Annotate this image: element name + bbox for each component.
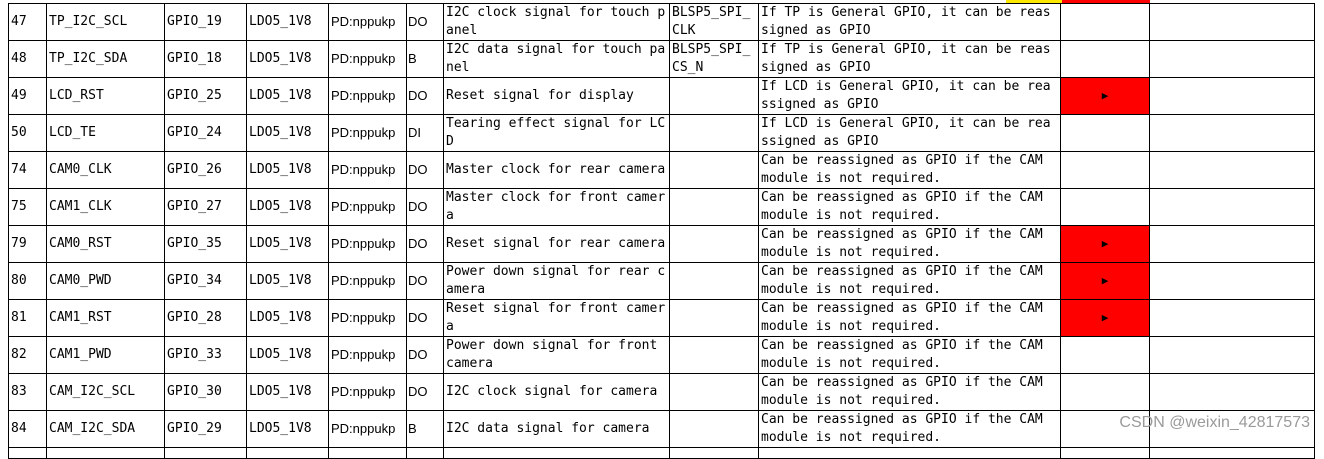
blsp-function-cell[interactable] xyxy=(670,300,759,337)
power-domain-cell[interactable]: LDO5_1V8 xyxy=(247,41,329,78)
pull-config-cell[interactable]: PD:nppukp xyxy=(329,337,407,374)
empty-cell[interactable] xyxy=(1061,448,1150,459)
pull-config-cell[interactable]: PD:nppukp xyxy=(329,374,407,411)
signal-name-cell[interactable]: CAM1_CLK xyxy=(47,189,165,226)
empty-cell[interactable] xyxy=(329,448,407,459)
note-cell[interactable]: Can be reassigned as GPIO if the CAM module is not required. xyxy=(759,411,1061,448)
power-domain-cell[interactable]: LDO5_1V8 xyxy=(247,189,329,226)
pull-config-cell[interactable]: PD:nppukp xyxy=(329,152,407,189)
blsp-function-cell[interactable] xyxy=(670,337,759,374)
pin-cell[interactable]: 50 xyxy=(9,115,47,152)
table-row xyxy=(9,263,1315,300)
note-cell[interactable]: Can be reassigned as GPIO if the CAM module is not required. xyxy=(759,337,1061,374)
gpio-cell[interactable]: GPIO_19 xyxy=(165,4,247,41)
pin-cell[interactable]: 80 xyxy=(9,263,47,300)
play-arrow-icon: ▶ xyxy=(1101,237,1109,250)
power-domain-cell[interactable]: LDO5_1V8 xyxy=(247,152,329,189)
empty-cell[interactable] xyxy=(1150,263,1315,300)
blsp-function-cell[interactable] xyxy=(670,189,759,226)
pull-config-cell[interactable]: PD:nppukp xyxy=(329,78,407,115)
description-cell[interactable]: I2C clock signal for touch panel xyxy=(444,4,670,41)
description-cell[interactable]: Reset signal for rear camera xyxy=(444,226,670,263)
description-cell[interactable]: Master clock for rear camera xyxy=(444,152,670,189)
pin-cell[interactable]: 79 xyxy=(9,226,47,263)
table-row xyxy=(9,4,1315,41)
blsp-function-cell[interactable] xyxy=(670,115,759,152)
gpio-cell[interactable]: GPIO_34 xyxy=(165,263,247,300)
note-cell[interactable]: Can be reassigned as GPIO if the CAM module is not required. xyxy=(759,226,1061,263)
description-cell[interactable]: Reset signal for front camera xyxy=(444,300,670,337)
pull-config-cell[interactable]: PD:nppukp xyxy=(329,189,407,226)
table-row xyxy=(9,374,1315,411)
gpio-cell[interactable]: GPIO_25 xyxy=(165,78,247,115)
gpio-cell[interactable]: GPIO_26 xyxy=(165,152,247,189)
pull-config-cell[interactable]: PD:nppukp xyxy=(329,226,407,263)
empty-cell[interactable] xyxy=(1150,226,1315,263)
direction-cell[interactable]: DO xyxy=(407,78,444,115)
description-cell[interactable]: Tearing effect signal for LCD xyxy=(444,115,670,152)
description-cell[interactable]: Master clock for front camera xyxy=(444,189,670,226)
direction-cell[interactable]: DO xyxy=(407,263,444,300)
signal-name-cell[interactable]: CAM0_RST xyxy=(47,226,165,263)
description-cell[interactable]: I2C clock signal for camera xyxy=(444,374,670,411)
power-domain-cell[interactable]: LDO5_1V8 xyxy=(247,115,329,152)
pin-cell[interactable]: 82 xyxy=(9,337,47,374)
flag-cell[interactable] xyxy=(1061,300,1150,337)
empty-cell[interactable] xyxy=(47,448,165,459)
gpio-cell[interactable]: GPIO_28 xyxy=(165,300,247,337)
watermark: CSDN @weixin_42817573 xyxy=(1119,414,1310,431)
gpio-cell[interactable]: GPIO_29 xyxy=(165,411,247,448)
pull-config-cell[interactable]: PD:nppukp xyxy=(329,41,407,78)
pin-cell[interactable]: 81 xyxy=(9,300,47,337)
pin-cell[interactable]: 47 xyxy=(9,4,47,41)
empty-cell[interactable] xyxy=(247,448,329,459)
flag-cell[interactable] xyxy=(1061,78,1150,115)
description-cell[interactable]: I2C data signal for camera xyxy=(444,411,670,448)
pin-cell[interactable]: 84 xyxy=(9,411,47,448)
play-arrow-icon: ▶ xyxy=(1101,311,1109,324)
pin-cell[interactable]: 49 xyxy=(9,78,47,115)
empty-cell[interactable] xyxy=(407,448,444,459)
empty-cell[interactable] xyxy=(444,448,670,459)
flag-cell[interactable] xyxy=(1061,152,1150,189)
table-row xyxy=(9,337,1315,374)
play-arrow-icon: ▶ xyxy=(1101,89,1109,102)
signal-name-cell[interactable]: LCD_RST xyxy=(47,78,165,115)
note-cell[interactable]: Can be reassigned as GPIO if the CAM module is not required. xyxy=(759,152,1061,189)
table-row xyxy=(9,189,1315,226)
note-cell[interactable]: Can be reassigned as GPIO if the CAM module is not required. xyxy=(759,189,1061,226)
note-cell[interactable]: If LCD is General GPIO, it can be reassigned as GPIO xyxy=(759,115,1061,152)
pin-cell[interactable]: 74 xyxy=(9,152,47,189)
empty-cell[interactable] xyxy=(1150,189,1315,226)
blsp-function-cell[interactable]: BLSP5_SPI_CLK xyxy=(670,4,759,41)
table-row xyxy=(9,78,1315,115)
pull-config-cell[interactable]: PD:nppukp xyxy=(329,300,407,337)
note-cell[interactable]: If LCD is General GPIO, it can be reassigned as GPIO xyxy=(759,78,1061,115)
blsp-function-cell[interactable] xyxy=(670,78,759,115)
power-domain-cell[interactable]: LDO5_1V8 xyxy=(247,300,329,337)
pin-cell[interactable]: 83 xyxy=(9,374,47,411)
gpio-cell[interactable]: GPIO_24 xyxy=(165,115,247,152)
signal-name-cell[interactable]: LCD_TE xyxy=(47,115,165,152)
direction-cell[interactable]: DO xyxy=(407,152,444,189)
flag-cell[interactable] xyxy=(1061,4,1150,41)
signal-name-cell[interactable]: CAM_I2C_SDA xyxy=(47,411,165,448)
signal-name-cell[interactable]: CAM0_CLK xyxy=(47,152,165,189)
gpio-cell[interactable]: GPIO_27 xyxy=(165,189,247,226)
blsp-function-cell[interactable] xyxy=(670,411,759,448)
flag-cell[interactable] xyxy=(1061,337,1150,374)
blsp-function-cell[interactable] xyxy=(670,263,759,300)
empty-cell[interactable] xyxy=(1150,337,1315,374)
empty-cell[interactable] xyxy=(1150,115,1315,152)
flag-cell[interactable] xyxy=(1061,189,1150,226)
gpio-cell[interactable]: GPIO_33 xyxy=(165,337,247,374)
pull-config-cell[interactable]: PD:nppukp xyxy=(329,4,407,41)
signal-name-cell[interactable]: TP_I2C_SCL xyxy=(47,4,165,41)
empty-cell[interactable] xyxy=(1150,78,1315,115)
direction-cell[interactable]: B xyxy=(407,411,444,448)
description-cell[interactable]: Power down signal for front camera xyxy=(444,337,670,374)
empty-cell[interactable] xyxy=(1150,374,1315,411)
flag-cell[interactable] xyxy=(1061,41,1150,78)
direction-cell[interactable]: DO xyxy=(407,4,444,41)
pin-assignment-table xyxy=(8,3,1315,459)
table-row xyxy=(9,115,1315,152)
gpio-cell[interactable]: GPIO_35 xyxy=(165,226,247,263)
note-cell[interactable]: If TP is General GPIO, it can be reassigned as GPIO xyxy=(759,4,1061,41)
gpio-cell[interactable]: GPIO_30 xyxy=(165,374,247,411)
direction-cell[interactable]: B xyxy=(407,41,444,78)
note-cell[interactable]: Can be reassigned as GPIO if the CAM module is not required. xyxy=(759,300,1061,337)
flag-cell[interactable] xyxy=(1061,263,1150,300)
power-domain-cell[interactable]: LDO5_1V8 xyxy=(247,78,329,115)
note-cell[interactable]: Can be reassigned as GPIO if the CAM module is not required. xyxy=(759,374,1061,411)
description-cell[interactable]: I2C data signal for touch panel xyxy=(444,41,670,78)
direction-cell[interactable]: DI xyxy=(407,115,444,152)
empty-cell[interactable] xyxy=(9,448,47,459)
play-arrow-icon: ▶ xyxy=(1101,274,1109,287)
direction-cell[interactable]: DO xyxy=(407,337,444,374)
pull-config-cell[interactable]: PD:nppukp xyxy=(329,115,407,152)
pin-cell[interactable]: 48 xyxy=(9,41,47,78)
empty-cell[interactable] xyxy=(1150,448,1315,459)
note-cell[interactable]: Can be reassigned as GPIO if the CAM module is not required. xyxy=(759,263,1061,300)
power-domain-cell[interactable]: LDO5_1V8 xyxy=(247,337,329,374)
signal-name-cell[interactable]: TP_I2C_SDA xyxy=(47,41,165,78)
power-domain-cell[interactable]: LDO5_1V8 xyxy=(247,4,329,41)
description-cell[interactable]: Reset signal for display xyxy=(444,78,670,115)
table-row xyxy=(9,300,1315,337)
empty-cell[interactable] xyxy=(1150,41,1315,78)
direction-cell[interactable]: DO xyxy=(407,374,444,411)
power-domain-cell[interactable]: LDO5_1V8 xyxy=(247,411,329,448)
flag-cell[interactable] xyxy=(1061,226,1150,263)
empty-cell[interactable] xyxy=(1150,300,1315,337)
flag-cell[interactable] xyxy=(1061,374,1150,411)
gpio-cell[interactable]: GPIO_18 xyxy=(165,41,247,78)
signal-name-cell[interactable]: CAM_I2C_SCL xyxy=(47,374,165,411)
table-row xyxy=(9,226,1315,263)
power-domain-cell[interactable]: LDO5_1V8 xyxy=(247,374,329,411)
pull-config-cell[interactable]: PD:nppukp xyxy=(329,411,407,448)
flag-cell[interactable] xyxy=(1061,115,1150,152)
power-domain-cell[interactable]: LDO5_1V8 xyxy=(247,226,329,263)
blsp-function-cell[interactable] xyxy=(670,374,759,411)
table-row xyxy=(9,448,1315,459)
empty-cell[interactable] xyxy=(670,448,759,459)
note-cell[interactable]: If TP is General GPIO, it can be reassigned as GPIO xyxy=(759,41,1061,78)
empty-cell[interactable] xyxy=(165,448,247,459)
pin-cell[interactable]: 75 xyxy=(9,189,47,226)
blsp-function-cell[interactable] xyxy=(670,152,759,189)
empty-cell[interactable] xyxy=(1150,4,1315,41)
table-row xyxy=(9,41,1315,78)
signal-name-cell[interactable]: CAM0_PWD xyxy=(47,263,165,300)
signal-name-cell[interactable]: CAM1_PWD xyxy=(47,337,165,374)
blsp-function-cell[interactable] xyxy=(670,226,759,263)
pull-config-cell[interactable]: PD:nppukp xyxy=(329,263,407,300)
table-row xyxy=(9,152,1315,189)
power-domain-cell[interactable]: LDO5_1V8 xyxy=(247,263,329,300)
direction-cell[interactable]: DO xyxy=(407,300,444,337)
signal-name-cell[interactable]: CAM1_RST xyxy=(47,300,165,337)
empty-cell[interactable] xyxy=(759,448,1061,459)
direction-cell[interactable]: DO xyxy=(407,226,444,263)
direction-cell[interactable]: DO xyxy=(407,189,444,226)
description-cell[interactable]: Power down signal for rear camera xyxy=(444,263,670,300)
empty-cell[interactable] xyxy=(1150,152,1315,189)
blsp-function-cell[interactable]: BLSP5_SPI_CS_N xyxy=(670,41,759,78)
